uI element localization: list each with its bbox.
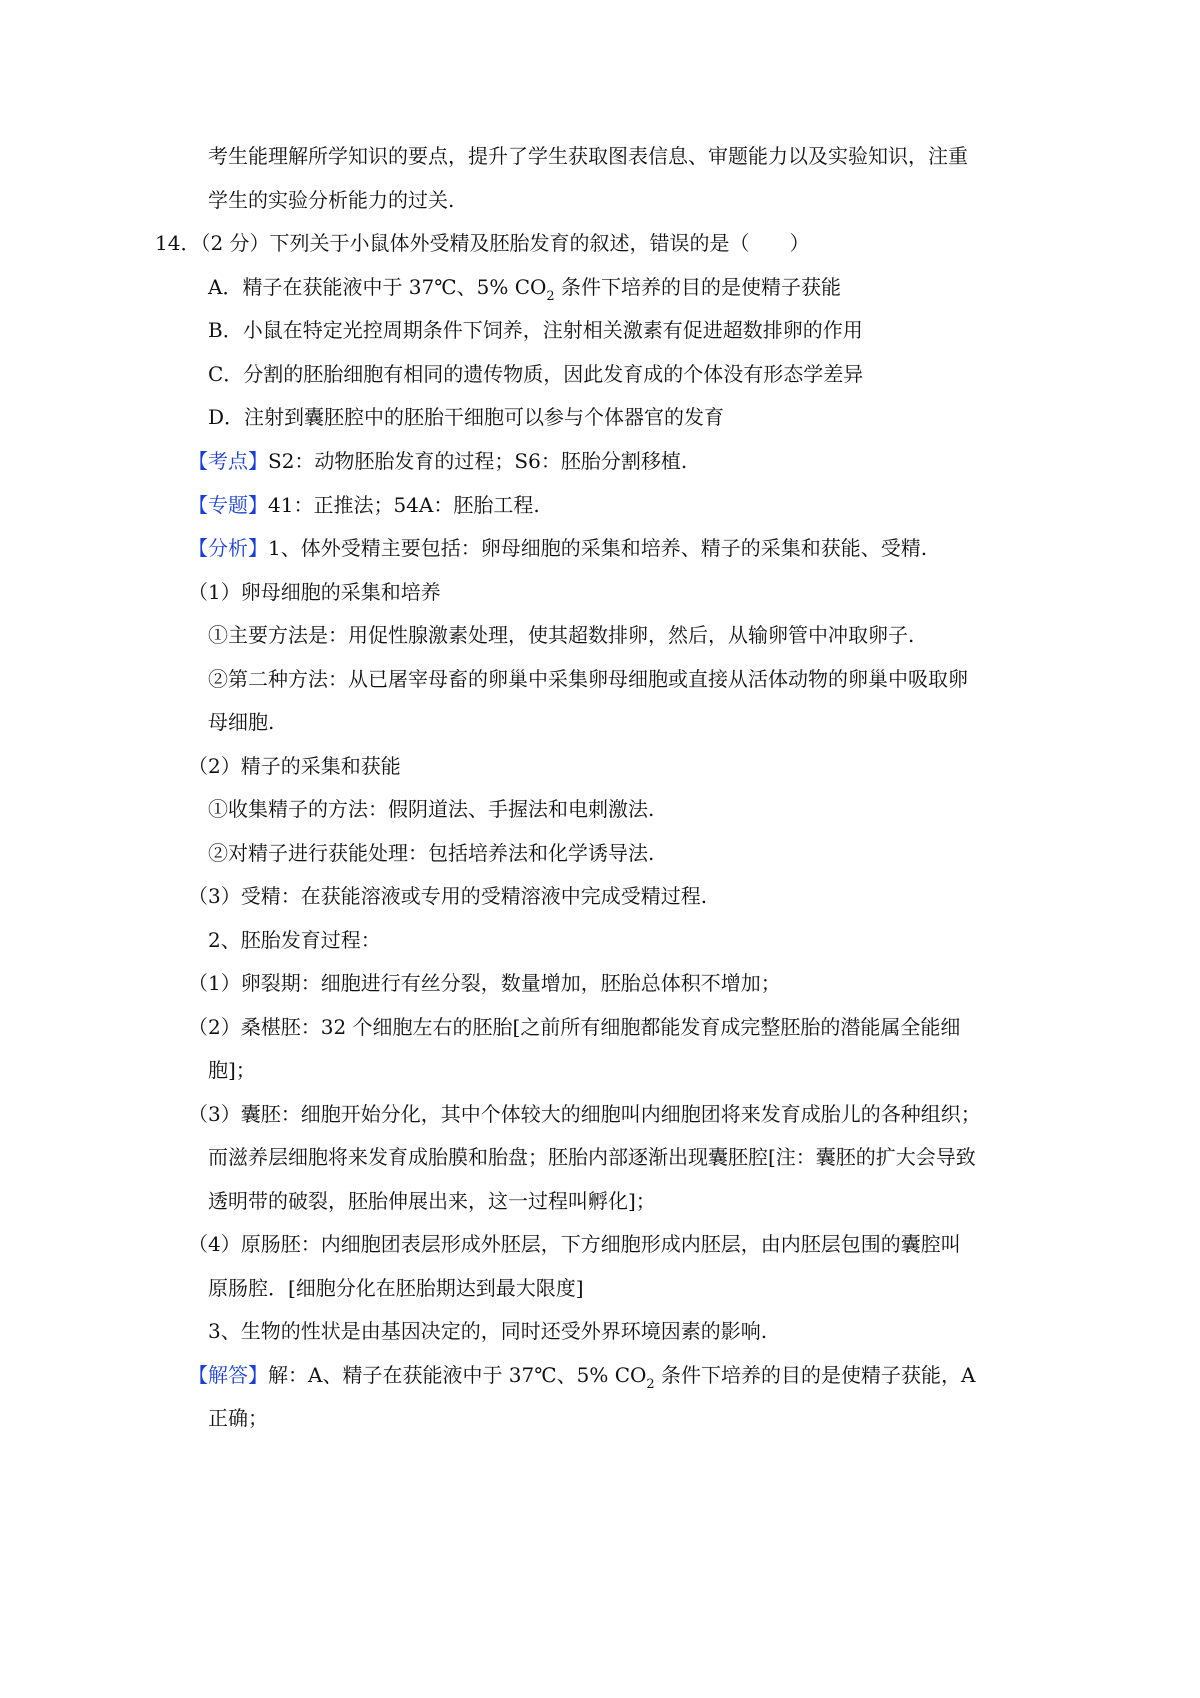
analysis-line: （2）桑椹胚：32 个细胞左右的胚胎[之前所有细胞都能发育成完整胚胎的潜能属全能细 (188, 1015, 961, 1039)
analysis-line: （4）原肠胚：内细胞团表层形成外胚层，下方细胞形成内胚层，由内胚层包围的囊腔叫 (188, 1232, 961, 1256)
analysis-line: 母细胞. (208, 710, 275, 734)
analysis-line: ①收集精子的方法：假阴道法、手握法和电刺激法. (208, 797, 655, 821)
kaodian-text: S2：动物胚胎发育的过程；S6：胚胎分割移植. (268, 449, 688, 473)
analysis-line: ①主要方法是：用促性腺激素处理，使其超数排卵，然后，从输卵管中冲取卵子. (208, 623, 915, 647)
analysis-line: ②第二种方法：从已屠宰母畜的卵巢中采集卵母细胞或直接从活体动物的卵巢中吸取卵 (208, 667, 968, 691)
analysis-line: 而滋养层细胞将来发育成胎膜和胎盘；胚胎内部逐渐出现囊胚腔[注：囊胚的扩大会导致 (208, 1145, 976, 1169)
analysis-line: 2、胚胎发育过程： (208, 928, 381, 952)
question-stem: 14．（2 分）下列关于小鼠体外受精及胚胎发育的叙述，错误的是（ ） (155, 231, 810, 255)
kaodian-label: 【考点】 (188, 449, 268, 473)
analysis-line: 3、生物的性状是由基因决定的，同时还受外界环境因素的影响. (208, 1319, 768, 1343)
option-a-subscript: 2 (546, 289, 555, 304)
intro-line-2: 学生的实验分析能力的过关. (208, 188, 455, 212)
option-a (208, 273, 841, 305)
analysis-line: 胞]； (208, 1058, 256, 1082)
analysis-line: 原肠腔．[细胞分化在胚胎期达到最大限度] (208, 1276, 584, 1300)
jieda-text-end: 条件下培养的目的是使精子获能，A (654, 1363, 976, 1387)
jieda-label: 【解答】 (188, 1363, 268, 1387)
jieda-text: 解：A、精子在获能液中于 37℃、5% CO (268, 1363, 647, 1387)
option-d: D．注射到囊胚腔中的胚胎干细胞可以参与个体器官的发育 (208, 405, 725, 429)
analysis-line: ②对精子进行获能处理：包括培养法和化学诱导法. (208, 841, 655, 865)
zhuanti-line (188, 491, 540, 519)
analysis-line: （2）精子的采集和获能 (188, 754, 401, 778)
intro-line-1: 考生能理解所学知识的要点，提升了学生获取图表信息、审题能力以及实验知识，注重 (208, 144, 968, 168)
fenxi-text: 1、体外受精主要包括：卵母细胞的采集和培养、精子的采集和获能、受精. (268, 536, 928, 560)
option-a-text-end: 条件下培养的目的是使精子获能 (554, 275, 842, 299)
analysis-line: 透明带的破裂，胚胎伸展出来，这一过程叫孵化]； (208, 1189, 656, 1213)
fenxi-line (188, 534, 927, 562)
fenxi-label: 【分析】 (188, 536, 268, 560)
option-c: C．分割的胚胎细胞有相同的遗传物质，因此发育成的个体没有形态学差异 (208, 362, 864, 386)
jieda-line (188, 1361, 976, 1393)
jieda-line-2: 正确； (208, 1406, 268, 1430)
zhuanti-text: 41：正推法；54A：胚胎工程. (268, 493, 540, 517)
analysis-line: （1）卵裂期：细胞进行有丝分裂，数量增加，胚胎总体积不增加； (188, 971, 781, 995)
analysis-line: （3）受精：在获能溶液或专用的受精溶液中完成受精过程. (188, 884, 708, 908)
analysis-line: （1）卵母细胞的采集和培养 (188, 580, 441, 604)
zhuanti-label: 【专题】 (188, 493, 268, 517)
option-b: B．小鼠在特定光控周期条件下饲养，注射相关激素有促进超数排卵的作用 (208, 318, 863, 342)
kaodian-line (188, 447, 687, 475)
option-a-text: A．精子在获能液中于 37℃、5% CO (208, 275, 547, 299)
analysis-line: （3）囊胚：细胞开始分化，其中个体较大的细胞叫内细胞团将来发育成胎儿的各种组织； (188, 1102, 981, 1126)
jieda-subscript: 2 (646, 1377, 655, 1392)
